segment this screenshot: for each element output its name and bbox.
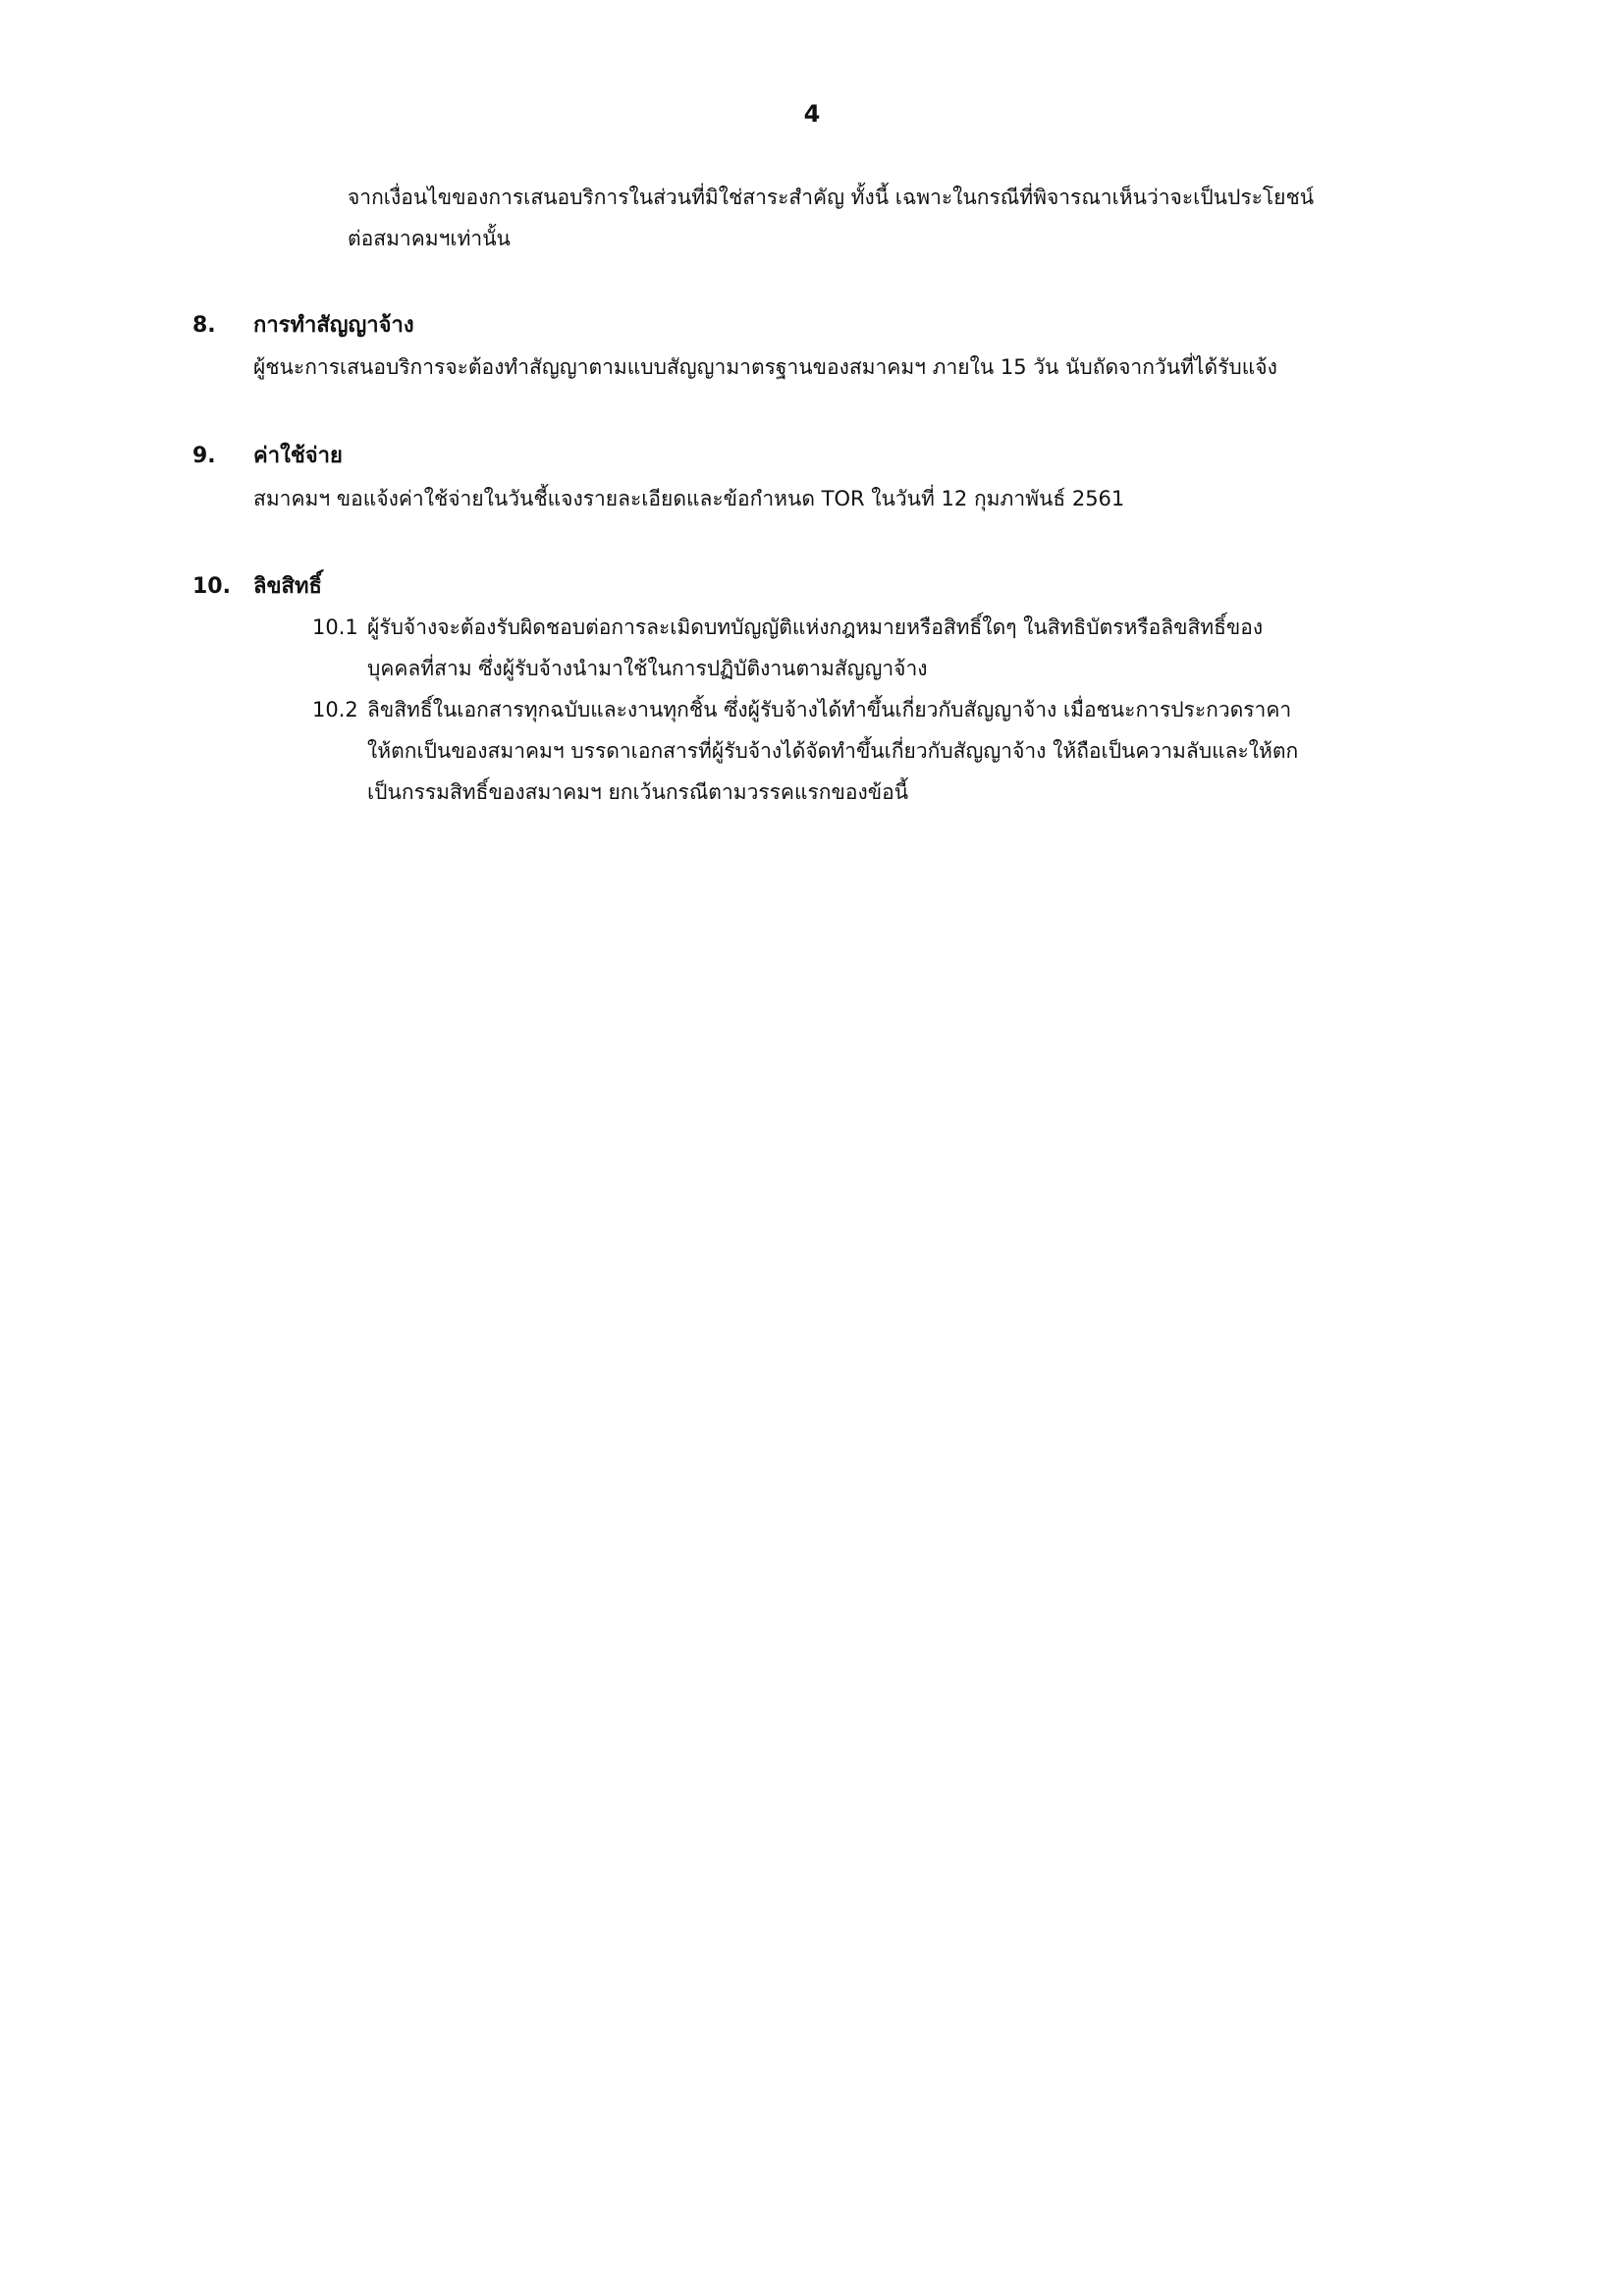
section-title: ลิขสิทธิ์ <box>253 574 322 599</box>
section-number: 9. <box>192 444 216 468</box>
section-heading-9 <box>192 439 343 474</box>
page-number: 4 <box>803 100 821 128</box>
section-heading-8 <box>192 308 414 344</box>
continuation-line: จากเงื่อนไขของการเสนอบริการในส่วนที่มิใช่สาระสำคัญ ทั้งนี้ เฉพาะในกรณีที่พิจารณาเห็นว่าจะเป็นประโยชน์ <box>348 186 1315 209</box>
continuation-paragraph <box>348 177 1314 259</box>
subitem-line: ให้ตกเป็นของสมาคมฯ บรรดาเอกสารที่ผู้รับจ้างได้จัดทำขึ้นเกี่ยวกับสัญญาจ้าง ให้ถือเป็นความลับและให้ตก <box>367 739 1299 763</box>
subitem-number: 10.2 <box>312 698 358 721</box>
section-heading-10 <box>192 569 322 605</box>
continuation-line: ต่อสมาคมฯเท่านั้น <box>348 227 511 250</box>
section-body-9: สมาคมฯ ขอแจ้งค่าใช้จ่ายในวันชี้แจงรายละเอียดและข้อกำหนด TOR ในวันที่ 12 กุมภาพันธ์ 2561 <box>253 487 1125 510</box>
section-body-8: ผู้ชนะการเสนอบริการจะต้องทำสัญญาตามแบบสัญญามาตรฐานของสมาคมฯ ภายใน 15 วัน นับถัดจากวันที่ได้รับแจ้ง <box>253 355 1277 379</box>
subitem-line: บุคคลที่สาม ซึ่งผู้รับจ้างนำมาใช้ในการปฏิบัติงานตามสัญญาจ้าง <box>367 657 928 680</box>
section-title: การทำสัญญาจ้าง <box>253 313 414 338</box>
subitem-10-2 <box>312 689 1298 813</box>
subitem-line: เป็นกรรมสิทธิ์ของสมาคมฯ ยกเว้นกรณีตามวรรคแรกของข้อนี้ <box>367 780 909 804</box>
subitem-line: ผู้รับจ้างจะต้องรับผิดชอบต่อการละเมิดบทบัญญัติแห่งกฎหมายหรือสิทธิ์ใดๆ ในสิทธิบัตรหรือลิขสิทธิ์ของ <box>367 615 1264 639</box>
subitem-number: 10.1 <box>312 615 358 639</box>
section-number: 10. <box>192 574 231 599</box>
section-title: ค่าใช้จ่าย <box>253 444 343 468</box>
section-number: 8. <box>192 313 216 338</box>
subitem-10-1 <box>312 607 1263 689</box>
subitem-line: ลิขสิทธิ์ในเอกสารทุกฉบับและงานทุกชิ้น ซึ่งผู้รับจ้างได้ทำขึ้นเกี่ยวกับสัญญาจ้าง เมื่อชนะการประกวดราคา <box>367 698 1292 721</box>
